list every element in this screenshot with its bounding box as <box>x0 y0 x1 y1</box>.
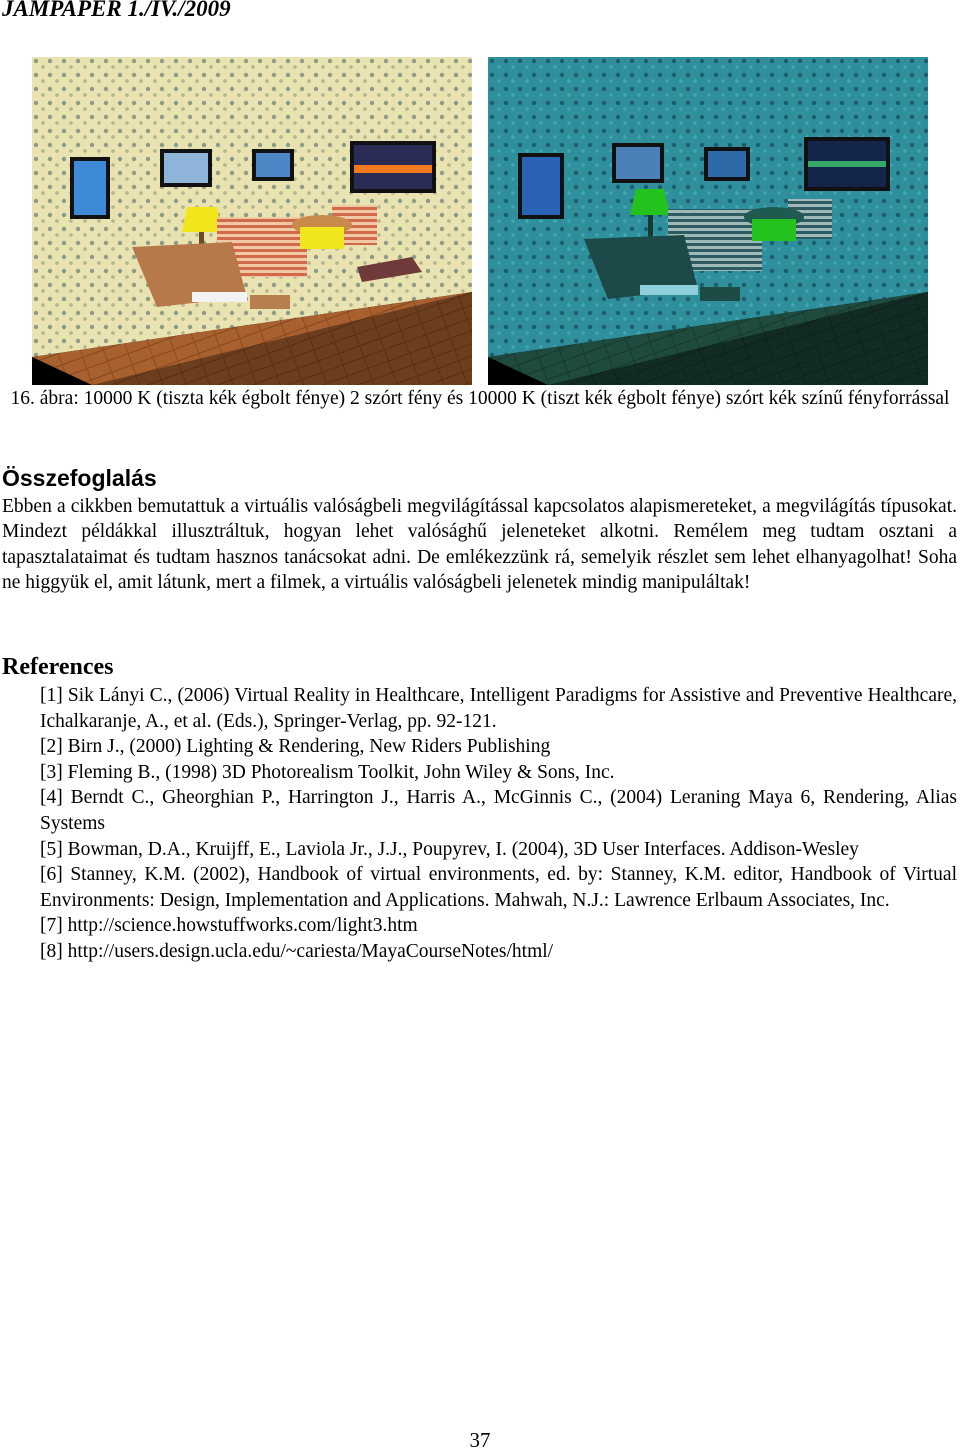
reference-item: [3] Fleming B., (1998) 3D Photorealism Toolkit, John Wiley & Sons, Inc. <box>40 761 615 783</box>
section-heading-summary: Összefoglalás <box>2 465 157 491</box>
room-scene-warm <box>32 57 472 385</box>
reference-item: [4] Berndt C., Gheorghian P., Harrington J., Harris A., McGinnis C., (2004) Leraning Maya 6, Rendering, Alias Systems <box>40 787 957 834</box>
section-heading-references: References <box>2 654 114 680</box>
reference-item: [6] Stanney, K.M. (2002), Handbook of virtual environments, ed. by: Stanney, K.M. editor, Handbook of Virtual Environments: Design, Implementation and Applications. Mahwah, N.J.: Lawrence Erlbaum Associates, Inc. <box>40 864 957 911</box>
journal-header: JAMPAPER 1./IV./2009 <box>2 0 231 21</box>
page-number: 37 <box>469 1428 491 1452</box>
summary-paragraph: Ebben a cikkben bemutattuk a virtuális valóságbeli megvilágítással kapcsolatos alapismereteket, a megvilágítás típusokat. Mindezt példákkal illusztráltuk, hogyan lehet valósághű jeleneteket alkotni. Remélem meg tudtam osztani a tapasztalataimat és tudtam hasznos tanácsokat adni. De emlékezzünk rá, semelyik részlet sem lehet elhanyagolhat! Soha ne higgyük el, amit látunk, mert a filmek, a virtuális valóságbeli jelenetek mindig manipuláltak! <box>2 496 957 594</box>
room-scene-blue <box>488 57 928 385</box>
reference-item: [8] http://users.design.ucla.edu/~cariesta/MayaCourseNotes/html/ <box>40 940 554 962</box>
figure-render-blue <box>488 57 928 385</box>
reference-item: [1] Sik Lányi C., (2006) Virtual Reality in Healthcare, Intelligent Paradigms for Assistive and Preventive Healthcare, Ichalkaranje, A., et al. (Eds.), Springer-Verlag, pp. 92-121. <box>40 685 957 732</box>
reference-item: [5] Bowman, D.A., Kruijff, E., Laviola Jr., J.J., Poupyrev, I. (2004), 3D User Interfaces. Addison-Wesley <box>40 838 859 860</box>
references-list <box>40 683 957 965</box>
figure-caption: 16. ábra: 10000 K (tiszta kék égbolt fénye) 2 szórt fény és 10000 K (tiszt kék égbolt fénye) szórt kék színű fényforrással <box>10 388 950 409</box>
reference-item: [2] Birn J., (2000) Lighting & Rendering, New Riders Publishing <box>40 736 551 758</box>
reference-item: [7] http://science.howstuffworks.com/light3.htm <box>40 915 418 937</box>
figure-render-warm <box>32 57 472 385</box>
